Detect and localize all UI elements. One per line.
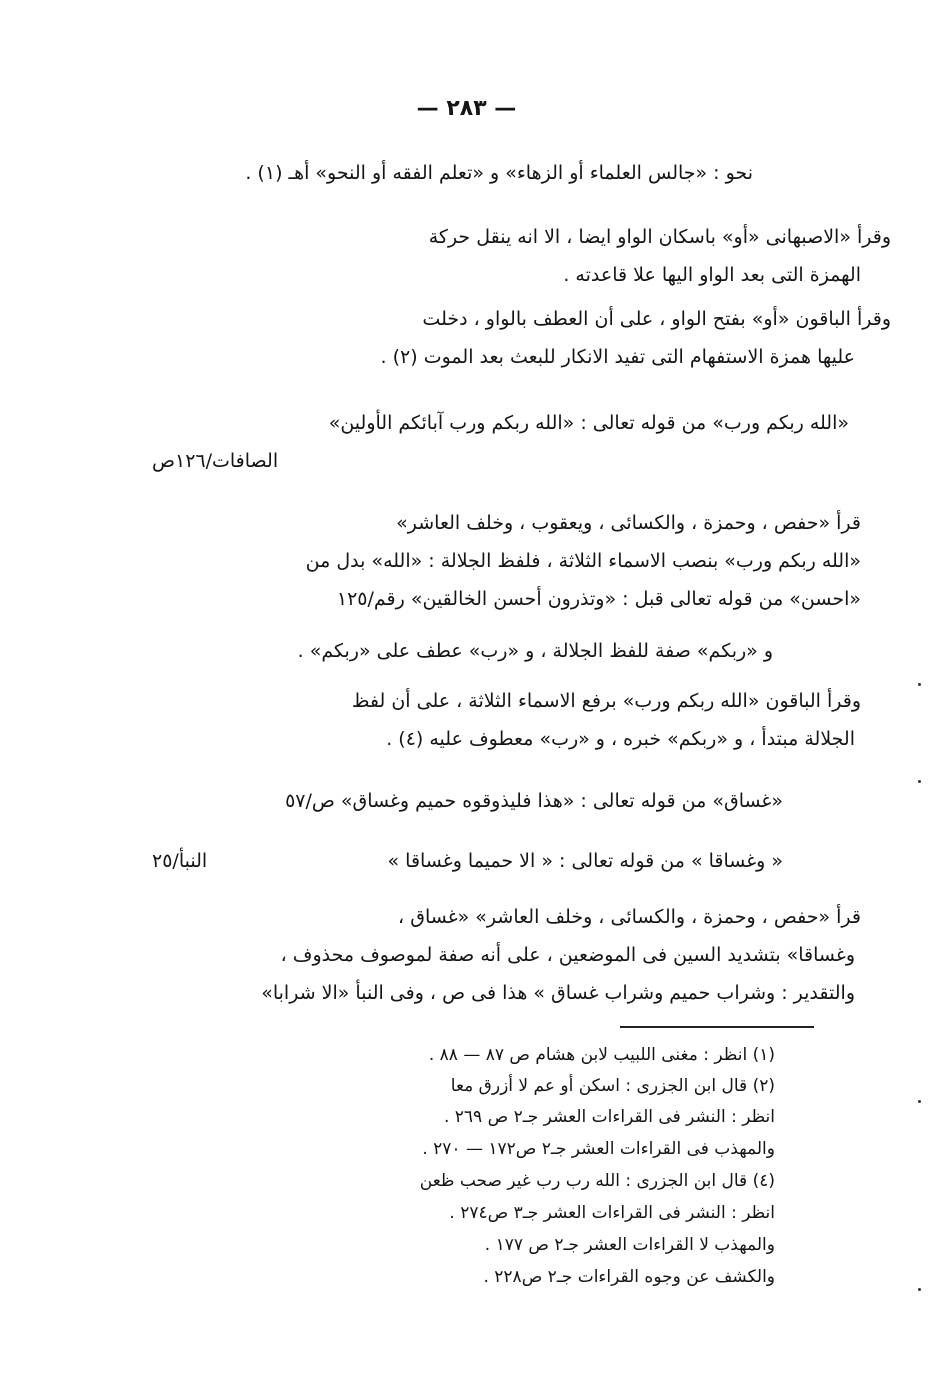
body-line: الجلالة مبتدأ ، و «ربكم» خبره ، و «رب» معطوف عليه (٤) . [386,728,855,750]
scan-speck [918,1100,921,1103]
body-line: وقرأ «الاصبهانى «أو» باسكان الواو ايضا ، الا انه ينقل حركة [428,226,891,248]
footnote-line: والكشف عن وجوه القراءات جـ٢ ص٢٢٨ . [483,1267,775,1287]
body-line: «الله ربكم ورب» من قوله تعالى : «الله ربكم ورب آبائكم الأولين» [328,412,849,434]
body-line: « وغساقا » من قوله تعالى : « الا حميما وغساقا » [387,850,783,872]
footnote-line: والمهذب لا القراءات العشر جـ٢ ص ١٧٧ . [484,1235,775,1255]
footnote-line: (٢) قال ابن الجزرى : اسكن أو عم لا أزرق معا [450,1076,775,1096]
body-line: نحو : «جالس العلماء أو الزهاء» و «تعلم الفقه أو النحو» أهـ (١) . [245,162,753,184]
body-line: النبأ/٢٥ [152,850,208,872]
body-line: «الله ربكم ورب» بنصب الاسماء الثلاثة ، فلفظ الجلالة : «الله» بدل من [305,550,861,572]
footnote-line: والمهذب فى القراءات العشر جـ٢ ص١٧٢ — ٢٧٠ . [422,1139,775,1159]
page-number: — ٢٨٣ — [416,96,517,121]
footnote-line: انظر : النشر فى القراءات العشر جـ٣ ص٢٧٤ . [449,1203,775,1223]
scan-speck [918,780,921,783]
scan-speck [918,683,921,686]
body-line: «غساق» من قوله تعالى : «هذا فليذوقوه حميم وغساق» ص/٥٧ [285,790,783,812]
body-line: وغساقا» بتشديد السين فى الموضعين ، على أنه صفة لموصوف محذوف ، [280,944,855,966]
body-line: الهمزة التى بعد الواو اليها علا قاعدته . [563,264,861,286]
footnote-separator [620,1026,814,1028]
body-line: الصافات/١٢٦ص [152,450,279,472]
footnote-line: انظر : النشر فى القراءات العشر جـ٢ ص ٢٦٩ . [443,1107,775,1127]
footnote-line: (٤) قال ابن الجزرى : الله رب رب غير صحب ظعن [419,1171,775,1191]
body-line: قرأ «حفص ، وحمزة ، والكسائى ، وخلف العاشر» «غساق ، [398,906,861,928]
body-line: وقرأ الباقون «أو» بفتح الواو ، على أن العطف بالواو ، دخلت [422,308,891,330]
footnote-line: (١) انظر : مغنى اللبيب لابن هشام ص ٨٧ — ٨٨ . [428,1045,775,1065]
scan-speck [918,1288,921,1291]
body-line: والتقدير : وشراب حميم وشراب غساق » هذا فى ص ، وفى النبأ «الا شرابا» [261,982,855,1004]
body-line: وقرأ الباقون «الله ربكم ورب» برفع الاسماء الثلاثة ، على أن لفظ [351,690,861,712]
body-line: و «ربكم» صفة للفظ الجلالة ، و «رب» عطف على «ربكم» . [297,640,773,662]
body-line: قرأ «حفص ، وحمزة ، والكسائى ، ويعقوب ، وخلف العاشر» [396,512,861,534]
body-line: «احسن» من قوله تعالى قبل : «وتذرون أحسن الخالقين» رقم/١٢٥ [336,588,861,610]
body-line: عليها همزة الاستفهام التى تفيد الانكار للبعث بعد الموت (٢) . [380,346,855,368]
